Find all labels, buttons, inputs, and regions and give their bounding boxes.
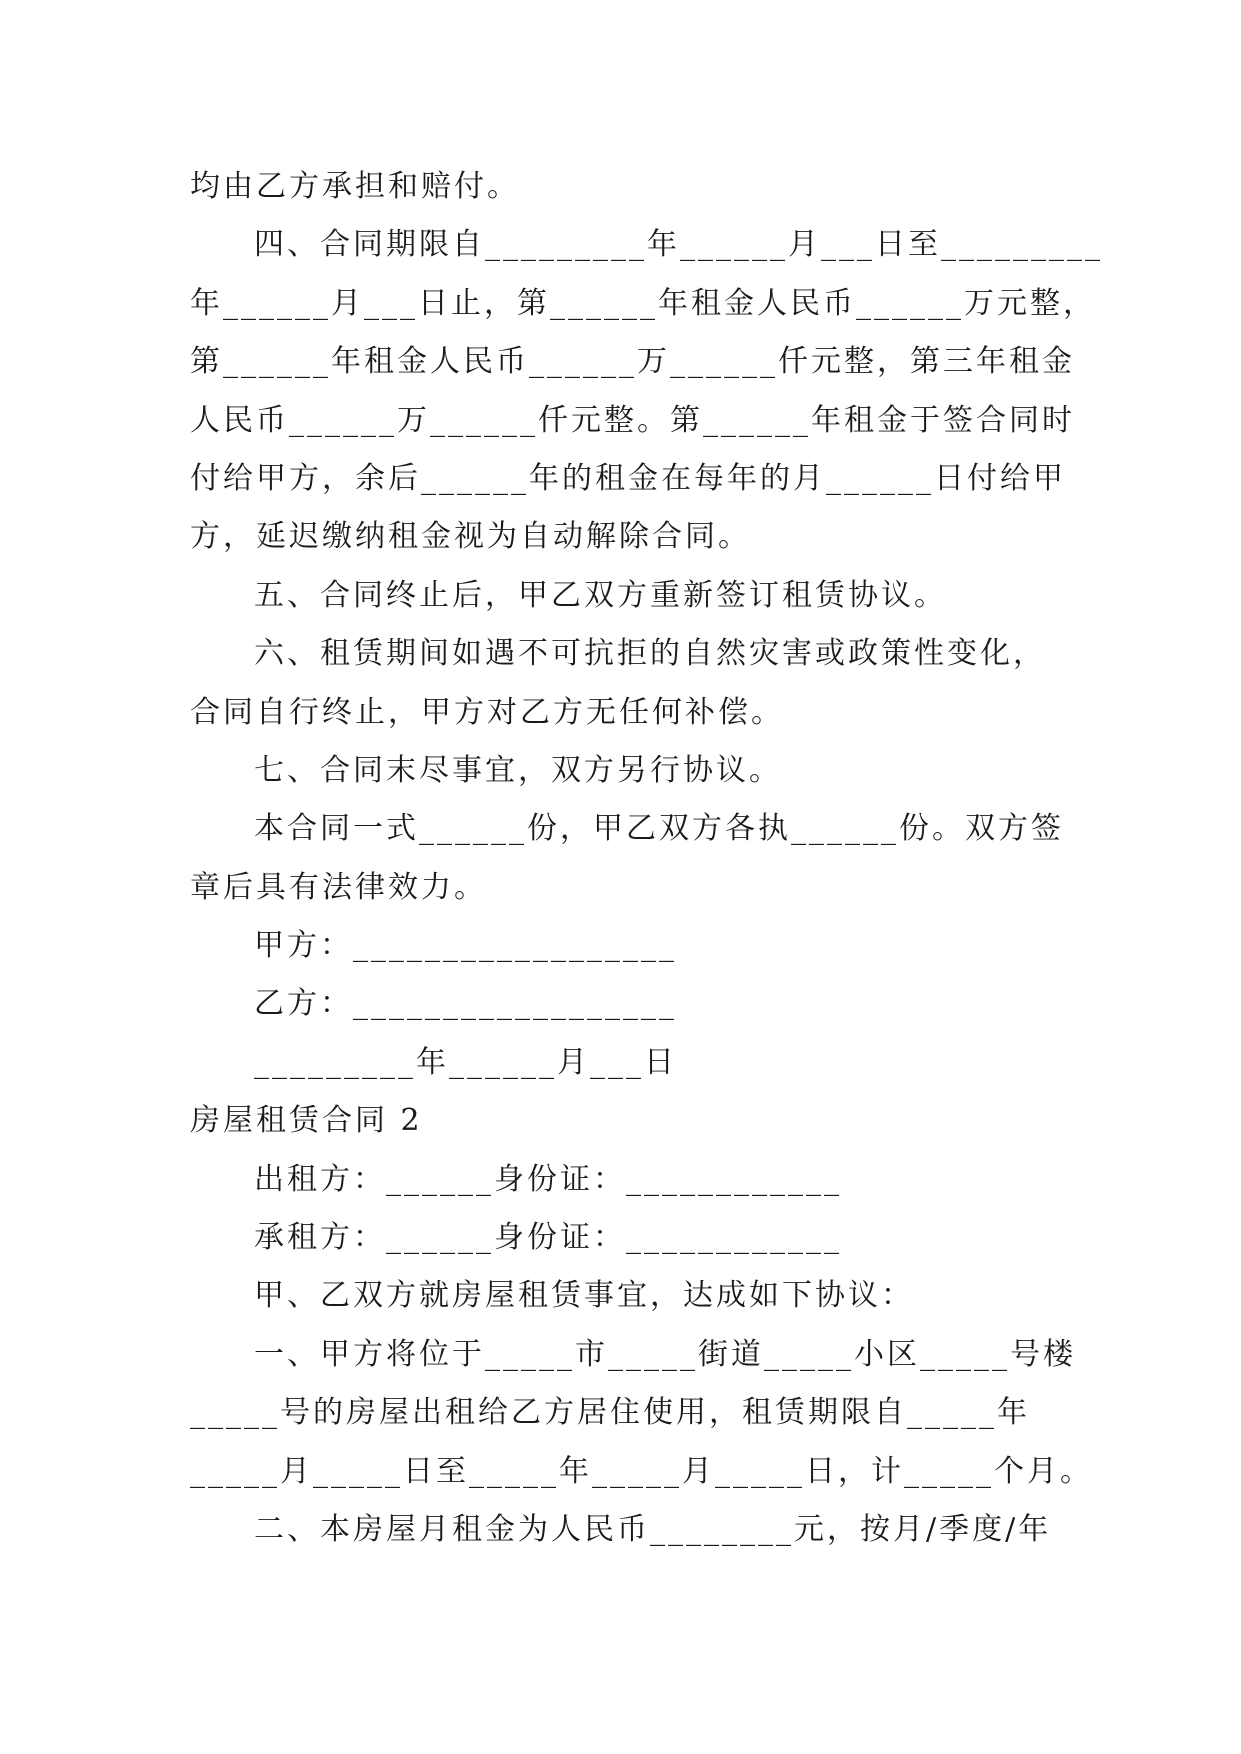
text-line: 甲、乙双方就房屋租赁事宜，达成如下协议： [254, 1278, 914, 1314]
text-line: 四、合同期限自_________年______月___日至_________ [254, 227, 1103, 263]
text-line: 七、合同末尽事宜，双方另行协议。 [254, 752, 782, 788]
text-line: 第______年租金人民币______万______仟元整，第三年租金 [190, 344, 1075, 380]
contract-body [190, 158, 1103, 1559]
text-line: _____号的房屋出租给乙方居住使用，租赁期限自_____年 [190, 1395, 1030, 1431]
text-line: 人民币______万______仟元整。第______年租金于签合同时 [190, 402, 1075, 438]
text-line: 五、合同终止后，甲乙双方重新签订租赁协议。 [254, 577, 947, 613]
text-line: 六、租赁期间如遇不可抗拒的自然灾害或政策性变化， [254, 636, 1046, 672]
signature-line-party-a: 甲方：__________________ [254, 928, 677, 964]
lessee-line: 承租方：______身份证：____________ [254, 1220, 842, 1256]
date-line: _________年______月___日 [254, 1044, 677, 1080]
text-line: 一、甲方将位于_____市_____街道_____小区_____号楼 [254, 1336, 1076, 1372]
text-line: 章后具有法律效力。 [190, 869, 487, 905]
text-line: 均由乙方承担和赔付。 [190, 169, 520, 204]
text-line: _____月_____日至_____年_____月_____日，计_____个月。 [190, 1453, 1093, 1489]
text-line: 方，延迟缴纳租金视为自动解除合同。 [190, 519, 751, 555]
lessor-line: 出租方：______身份证：____________ [254, 1161, 842, 1197]
text-line: 二、本房屋月租金为人民币________元，按月/季度/年 [254, 1511, 1052, 1547]
text-line: 付给甲方，余后______年的租金在每年的月______日付给甲 [190, 460, 1066, 496]
text-line: 合同自行终止，甲方对乙方无任何补偿。 [190, 694, 784, 730]
signature-line-party-b: 乙方：__________________ [254, 986, 677, 1022]
text-line: 本合同一式______份，甲乙双方各执______份。双方签 [254, 811, 1064, 847]
text-line: 年______月___日止，第______年租金人民币______万元整， [190, 285, 1096, 321]
section-title: 房屋租赁合同 2 [190, 1103, 423, 1139]
